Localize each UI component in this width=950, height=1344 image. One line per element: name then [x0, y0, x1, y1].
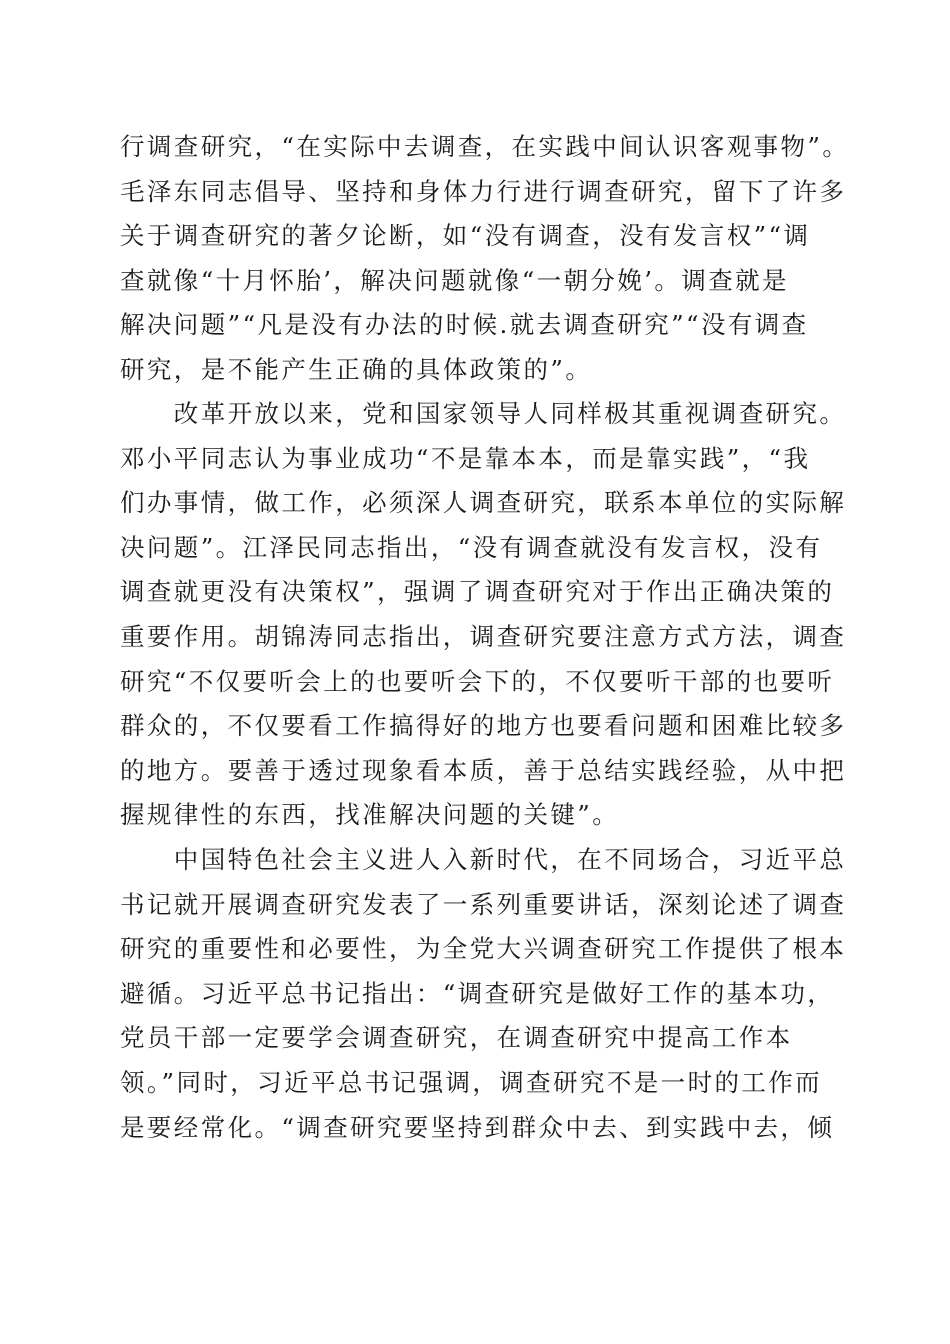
text-line: 中国特色社会主义进人入新时代，在不同场合，习近平总 — [120, 845, 847, 874]
text-line: 调查就更没有决策权”，强调了调查研究对于作出正确决策的 — [120, 577, 835, 607]
paragraph-1 — [120, 125, 850, 393]
text-line: 决问题”。江泽民同志指出，“没有调查就没有发言权，没有 — [120, 532, 823, 562]
text-line: 解决问题”“凡是没有办法的时候.就去调查研究”“没有调查 — [120, 310, 809, 340]
paragraph-2 — [120, 392, 847, 838]
text-line: 群众的，不仅要看工作搞得好的地方也要看问题和困难比较多 — [120, 711, 847, 741]
text-line: 毛泽东同志倡导、坚持和身体力行进行调查研究，留下了许多 — [120, 176, 847, 206]
text-line: 们办事情，做工作，必须深人调查研究，联系本单位的实际解 — [120, 488, 847, 518]
text-line: 关于调查研究的著夕论断，如“没有调查，没有发言权”“调 — [120, 221, 811, 251]
text-line: 研究的重要性和必要性，为全党大兴调查研究工作提供了根本 — [120, 934, 847, 964]
text-line: 研究，是不能产生正确的具体政策的”。 — [120, 354, 593, 384]
text-line: 是要经常化。“调查研究要坚持到群众中去、到实践中去，倾 — [120, 1112, 835, 1142]
text-line: 行调查研究，“在实际中去调查，在实践中间认识客观事物”。 — [120, 132, 850, 161]
paragraph-3 — [120, 838, 847, 1150]
text-line: 握规律性的东西，找准解决问题的关键”。 — [120, 800, 620, 830]
text-line: 研究“不仅要听会上的也要听会下的，不仅要听干部的也要听 — [120, 666, 835, 696]
text-line: 查就像“十月怀胎’，解决问题就像“一朝分娩’。调查就是 — [120, 265, 789, 295]
text-line: 重要作用。胡锦涛同志指出，调查研究要注意方式方法，调查 — [120, 621, 847, 651]
text-line: 领。”同时，习近平总书记强调，调查研究不是一时的工作而 — [120, 1067, 823, 1097]
text-line: 书记就开展调查研究发表了一系列重要讲话，深刻论述了调查 — [120, 889, 847, 919]
text-line: 的地方。要善于透过现象看本质，善于总结实践经验，从中把 — [120, 755, 847, 785]
text-line: 党员干部一定要学会调查研究，在调查研究中提高工作本 — [120, 1023, 793, 1053]
text-line: 避循。习近平总书记指出：“调查研究是做好工作的基本功， — [120, 978, 835, 1008]
text-line: 邓小平同志认为事业成功“不是靠本本，而是靠实践”，“我 — [120, 443, 811, 473]
text-line: 改革开放以来，党和国家领导人同样极其重视调查研究。 — [120, 399, 847, 428]
